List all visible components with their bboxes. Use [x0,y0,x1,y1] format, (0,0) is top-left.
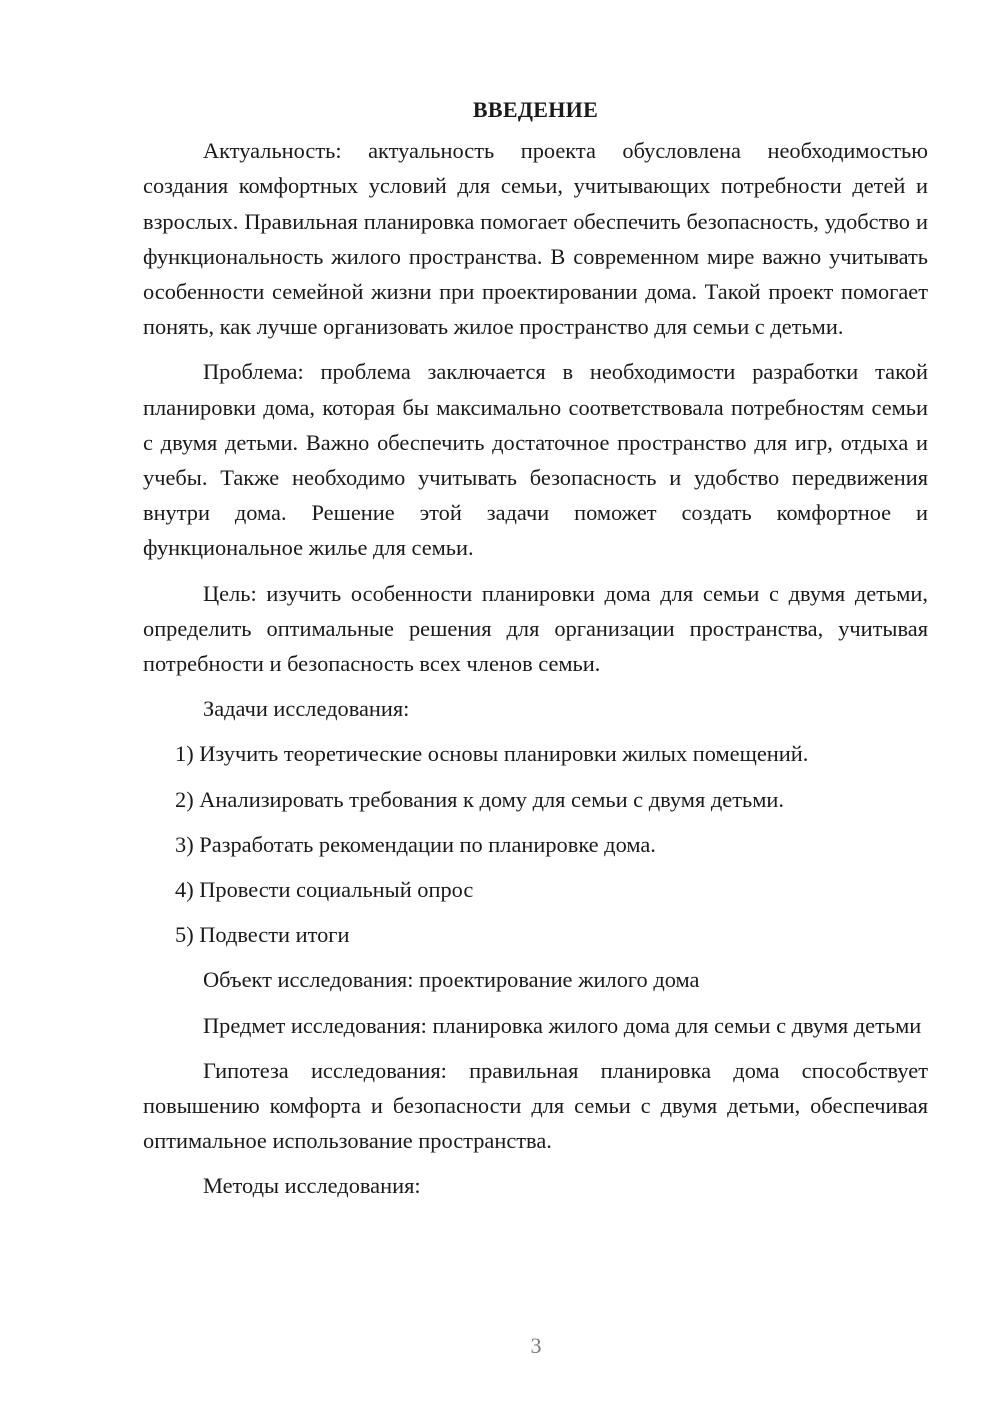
tasks-list [143,736,928,952]
paragraph-relevance: Актуальность: актуальность проекта обусловлена необходимостью создания комфортных условий для семьи, учитывающих потребности детей и взрослых. Правильная планировка помогает обеспечить безопасность, удобство и функциональность жилого пространства. В современном мире важно учитывать особенности семейной жизни при проектировании дома. Такой проект помогает понять, как лучше организовать жилое пространство для семьи с детьми. [143,138,928,340]
page-number: 3 [530,1333,542,1358]
list-item: 3) Разработать рекомендации по планировке дома. [175,831,656,857]
list-item: 5) Подвести итоги [175,922,350,948]
list-item: 4) Провести социальный опрос [175,877,474,903]
paragraph-object: Объект исследования: проектирование жилого дома [203,967,700,993]
paragraph-goal: Цель: изучить особенности планировки дома для семьи с двумя детьми, определить оптимальные решения для организации пространства, учитывая потребности и безопасность всех членов семьи. [143,580,928,677]
document-page [143,92,928,1214]
paragraph-problem: Проблема: проблема заключается в необходимости разработки такой планировки дома, которая бы максимально соответствовала потребностям семьи с двумя детьми. Важно обеспечить достаточное пространство для игр, отдыха и учебы. Также необходимо учитывать безопасность и удобство передвижения внутри дома. Решение этой задачи поможет создать комфортное и функциональное жилье для семьи. [143,359,928,561]
paragraph-hypothesis: Гипотеза исследования: правильная планировка дома способствует повышению комфорта и безопасности для семьи с двумя детьми, обеспечивая оптимальное использование пространства. [143,1057,928,1154]
document-title: ВВЕДЕНИЕ [472,97,599,122]
list-item: 2) Анализировать требования к дому для семьи с двумя детьми. [175,786,784,812]
paragraph-subject: Предмет исследования: планировка жилого дома для семьи с двумя детьми [203,1012,922,1038]
paragraph-methods: Методы исследования: [203,1173,421,1199]
tasks-heading: Задачи исследования: [203,696,410,722]
list-item: 1) Изучить теоретические основы планировки жилых помещений. [175,741,809,767]
